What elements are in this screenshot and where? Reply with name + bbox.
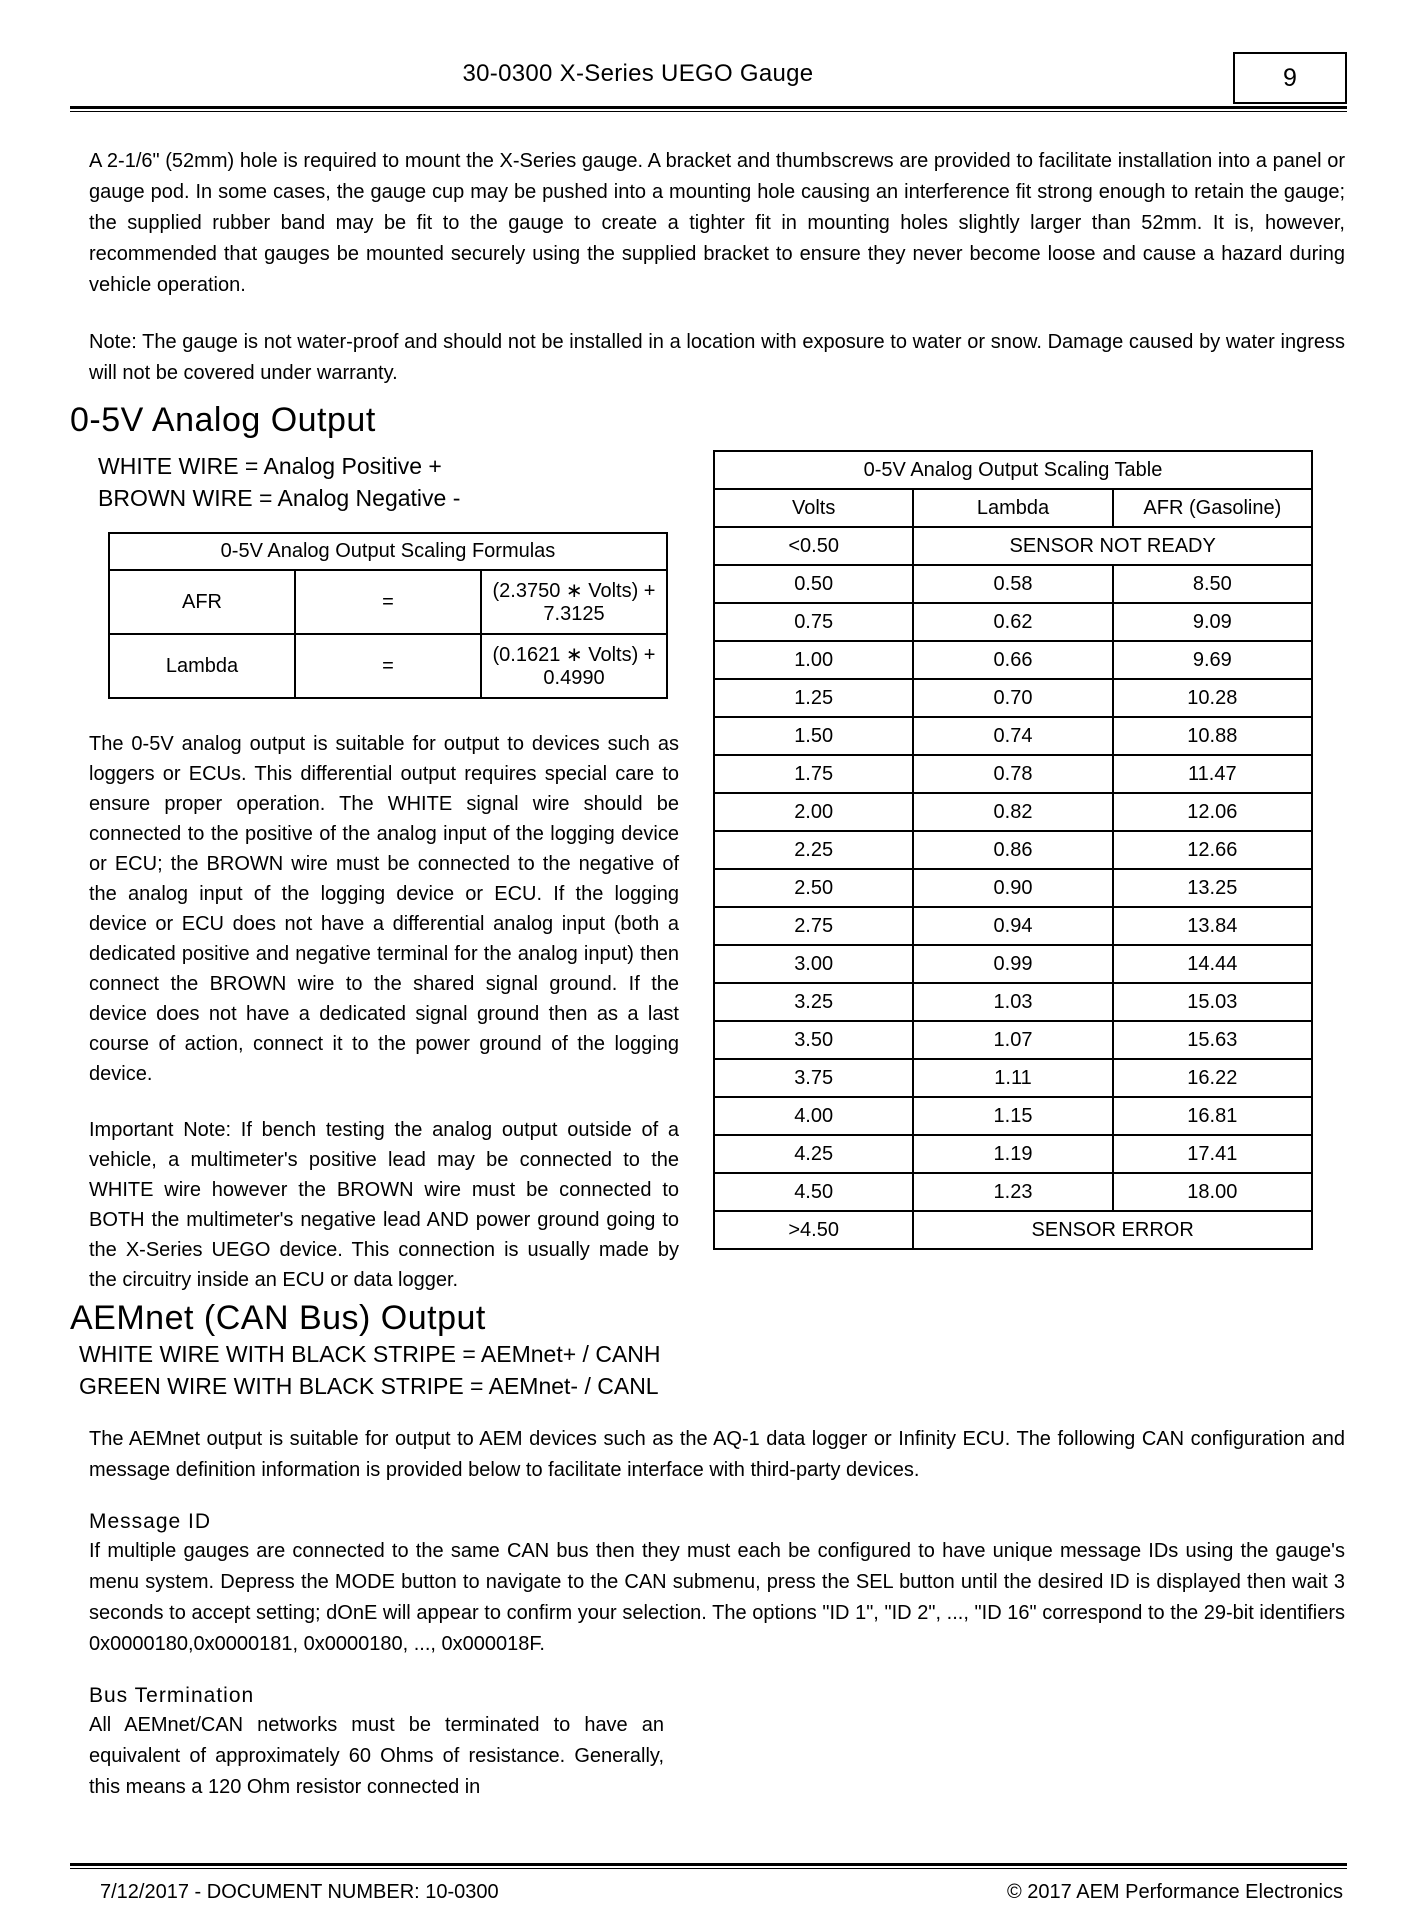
table-cell: 12.06 (1113, 793, 1312, 831)
table-cell: >4.50 (714, 1211, 913, 1249)
mounting-paragraph: A 2-1/6" (52mm) hole is required to mount the X-Series gauge. A bracket and thumbscrews are provided to facilitate installation into a panel or gauge pod. In some cases, the gauge cup may be pushed into a mounting hole causing an interference fit strong enough to retain the gauge; the supplied rubber band may be fit to the gauge to create a tighter fit in mounting holes slightly larger than 52mm. It is, however, recommended that gauges be mounted securely using the supplied bracket to ensure they never become loose and cause a hazard during vehicle operation. (89, 150, 1345, 296)
table-cell: 0.86 (913, 831, 1112, 869)
table-row (109, 570, 667, 634)
table-cell: 15.63 (1113, 1021, 1312, 1059)
analog-output-heading: 0-5V Analog Output (70, 401, 376, 439)
table-cell: 0.82 (913, 793, 1112, 831)
table-row (714, 1135, 1312, 1173)
table-row (714, 1021, 1312, 1059)
table-cell: 3.25 (714, 983, 913, 1021)
column-header: Volts (714, 489, 913, 527)
table-cell: 10.88 (1113, 717, 1312, 755)
table-cell: 1.25 (714, 679, 913, 717)
table-cell: 0.58 (913, 565, 1112, 603)
table-cell: 1.07 (913, 1021, 1112, 1059)
table-cell: 2.00 (714, 793, 913, 831)
table-cell: (2.3750 ∗ Volts) + 7.3125 (481, 570, 667, 634)
table-row (714, 565, 1312, 603)
table-cell: 1.23 (913, 1173, 1112, 1211)
scaling-table (713, 450, 1313, 1250)
sensor-not-ready-row (714, 527, 1312, 565)
table-cell: 17.41 (1113, 1135, 1312, 1173)
table-cell: 18.00 (1113, 1173, 1312, 1211)
aemnet-green-wire-line: GREEN WIRE WITH BLACK STRIPE = AEMnet- / CANL (79, 1373, 659, 1399)
table-cell: 0.62 (913, 603, 1112, 641)
table-cell: 1.15 (913, 1097, 1112, 1135)
waterproof-note: Note: The gauge is not water-proof and should not be installed in a location with exposure to water or snow. Damage caused by water ingress will not be covered under warranty. (89, 331, 1345, 384)
table-cell: AFR (109, 570, 295, 634)
table-cell: 1.03 (913, 983, 1112, 1021)
table-cell: 0.94 (913, 907, 1112, 945)
column-header: Lambda (913, 489, 1112, 527)
important-note-paragraph: Important Note: If bench testing the analog output outside of a vehicle, a multimeter's positive lead may be connected to the WHITE wire however the BROWN wire must be connected to BOTH the multimeter's negative lead AND power ground going to the X-Series UEGO device. This connection is usually made by the circuitry inside an ECU or data logger. (89, 1119, 679, 1291)
table-cell: 13.25 (1113, 869, 1312, 907)
table-cell: 1.75 (714, 755, 913, 793)
bus-termination-label: Bus Termination (89, 1684, 255, 1707)
table-cell: 1.00 (714, 641, 913, 679)
table-cell: 3.50 (714, 1021, 913, 1059)
footer-date-docnumber: 7/12/2017 - DOCUMENT NUMBER: 10-0300 (100, 1881, 499, 1903)
table-cell: 3.00 (714, 945, 913, 983)
table-row (714, 1059, 1312, 1097)
table-cell: 16.81 (1113, 1097, 1312, 1135)
page-footer (70, 1863, 1347, 1904)
table-row (714, 717, 1312, 755)
table-header-row (714, 489, 1312, 527)
table-row (714, 603, 1312, 641)
table-cell: SENSOR NOT READY (913, 527, 1312, 565)
analog-right-column (713, 450, 1313, 1250)
brown-wire-line: BROWN WIRE = Analog Negative - (98, 485, 461, 511)
table-row (714, 641, 1312, 679)
bus-termination-paragraph: All AEMnet/CAN networks must be terminated to have an equivalent of approximately 60 Ohms of resistance. Generally, this means a 120 Ohm resistor connected in (89, 1714, 664, 1798)
message-id-label: Message ID (89, 1510, 212, 1533)
table-row (714, 1173, 1312, 1211)
white-wire-line: WHITE WIRE = Analog Positive + (98, 453, 442, 479)
table-cell: 14.44 (1113, 945, 1312, 983)
table-cell: = (295, 570, 481, 634)
table-cell: 12.66 (1113, 831, 1312, 869)
message-id-paragraph: If multiple gauges are connected to the same CAN bus then they must each be configured to have unique message IDs using the gauge's menu system. Depress the MODE button to navigate to the CAN submenu, press the SEL button until the desired ID is displayed then wait 3 seconds to accept setting; dOnE will appear to confirm your selection. The options "ID 1", "ID 2", ..., "ID 16" correspond to the 29-bit identifiers 0x0000180,0x0000181, 0x0000180, ..., 0x000018F. (89, 1540, 1345, 1655)
page-number-box (1233, 52, 1347, 104)
table-cell: SENSOR ERROR (913, 1211, 1312, 1249)
table-cell: Lambda (109, 634, 295, 698)
table-cell: 1.19 (913, 1135, 1112, 1173)
table-cell: 0.70 (913, 679, 1112, 717)
table-cell: 11.47 (1113, 755, 1312, 793)
table-cell: 8.50 (1113, 565, 1312, 603)
table-cell: 13.84 (1113, 907, 1312, 945)
aemnet-output-heading: AEMnet (CAN Bus) Output (70, 1299, 486, 1337)
table-cell: 0.66 (913, 641, 1112, 679)
table-cell: <0.50 (714, 527, 913, 565)
footer-copyright: © 2017 AEM Performance Electronics (1007, 1881, 1343, 1903)
aemnet-intro-paragraph: The AEMnet output is suitable for output to AEM devices such as the AQ-1 data logger or Infinity ECU. The following CAN configuration and message definition information is provided below to facilitate interface with third-party devices. (89, 1428, 1345, 1481)
table-cell: 0.50 (714, 565, 913, 603)
table-row (714, 831, 1312, 869)
table-title: 0-5V Analog Output Scaling Formulas (109, 533, 667, 570)
table-row (714, 983, 1312, 1021)
column-header: AFR (Gasoline) (1113, 489, 1312, 527)
table-cell: 0.78 (913, 755, 1112, 793)
table-row (714, 945, 1312, 983)
table-cell: 4.25 (714, 1135, 913, 1173)
analog-left-column (89, 450, 679, 1295)
table-row (714, 755, 1312, 793)
sensor-error-row (714, 1211, 1312, 1249)
table-cell: 9.09 (1113, 603, 1312, 641)
table-cell: 4.00 (714, 1097, 913, 1135)
page-number: 9 (1283, 63, 1297, 92)
table-cell: 2.25 (714, 831, 913, 869)
table-cell: 9.69 (1113, 641, 1312, 679)
table-row (714, 907, 1312, 945)
table-row (714, 679, 1312, 717)
table-cell: 10.28 (1113, 679, 1312, 717)
table-row (109, 634, 667, 698)
table-cell: = (295, 634, 481, 698)
table-cell: 1.50 (714, 717, 913, 755)
table-row (714, 1097, 1312, 1135)
table-cell: 0.99 (913, 945, 1112, 983)
table-title: 0-5V Analog Output Scaling Table (714, 451, 1312, 489)
table-cell: 2.75 (714, 907, 913, 945)
page-title: 30-0300 X-Series UEGO Gauge (462, 60, 814, 87)
table-cell: 4.50 (714, 1173, 913, 1211)
table-row (714, 869, 1312, 907)
table-cell: 15.03 (1113, 983, 1312, 1021)
page-content (70, 110, 1345, 1803)
table-cell: 3.75 (714, 1059, 913, 1097)
two-column-area (70, 450, 1345, 1295)
table-cell: 2.50 (714, 869, 913, 907)
analog-body-paragraph: The 0-5V analog output is suitable for output to devices such as loggers or ECUs. This differential output requires special care to ensure proper operation. The WHITE signal wire should be connected to the positive of the analog input of the logging device or ECU; the BROWN wire must be connected to the negative of the analog input of the logging device or ECU. If the logging device or ECU does not have a differential analog input (both a dedicated positive and negative terminal for the analog input) then connect the BROWN wire to the shared signal ground. If the device does not have a dedicated signal ground then as a last course of action, connect it to the power ground of the logging device. (89, 733, 679, 1085)
scaling-formulas-table (108, 532, 668, 699)
table-cell: 0.74 (913, 717, 1112, 755)
footer-rule (70, 1863, 1347, 1869)
table-cell: 1.11 (913, 1059, 1112, 1097)
table-row (714, 793, 1312, 831)
table-title-row (109, 533, 667, 570)
table-cell: (0.1621 ∗ Volts) + 0.4990 (481, 634, 667, 698)
table-cell: 0.75 (714, 603, 913, 641)
table-title-row (714, 451, 1312, 489)
table-cell: 0.90 (913, 869, 1112, 907)
table-cell: 16.22 (1113, 1059, 1312, 1097)
aemnet-white-wire-line: WHITE WIRE WITH BLACK STRIPE = AEMnet+ / CANH (79, 1341, 661, 1367)
